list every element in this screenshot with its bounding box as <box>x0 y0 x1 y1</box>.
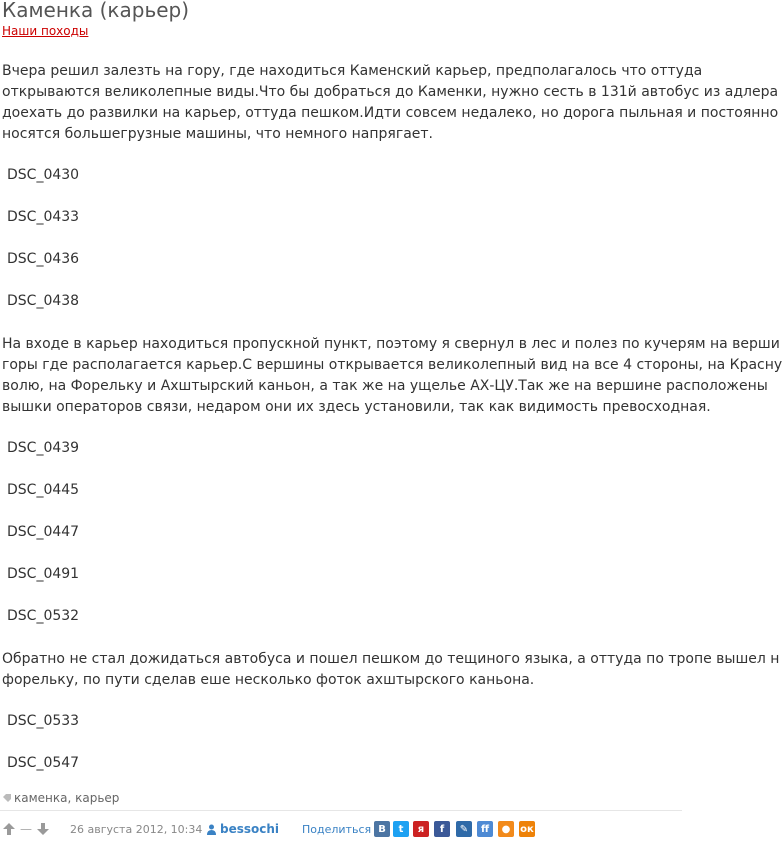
photo-caption[interactable]: DSC_0430 <box>7 167 80 183</box>
photo-caption[interactable]: DSC_0547 <box>7 755 80 771</box>
author-link[interactable] <box>206 822 279 836</box>
post-paragraph <box>2 61 779 145</box>
vkontakte-icon[interactable]: B <box>374 821 390 837</box>
category-link[interactable]: Наши походы <box>2 24 89 38</box>
paragraph-line: открываются великолепные виды.Что бы добраться до Каменки, нужно сесть в 131й автобус из адлера <box>2 84 779 100</box>
tag-link[interactable]: каменка <box>14 791 68 805</box>
paragraph-line: вышки операторов связи, недаром они их здесь установили, так как видимость превосходная. <box>2 399 711 415</box>
vote-separator: — <box>20 822 32 836</box>
livejournal-icon[interactable]: ✎ <box>456 821 472 837</box>
photo-caption[interactable]: DSC_0438 <box>7 293 80 309</box>
photo-caption[interactable]: DSC_0436 <box>7 251 80 267</box>
photo-caption[interactable]: DSC_0447 <box>7 524 80 540</box>
user-icon <box>206 824 217 835</box>
post-paragraph <box>2 649 780 691</box>
arrow-down-icon[interactable] <box>36 822 50 836</box>
paragraph-line: Обратно не стал дожидаться автобуса и пошел пешком до тещиного языка, а оттуда по тропе вышел н <box>2 651 780 667</box>
post-date: 26 августа 2012, 10:34 <box>70 823 203 836</box>
tag-icon <box>3 794 11 802</box>
post-paragraph <box>2 334 782 418</box>
moikrug-icon[interactable]: я <box>413 821 429 837</box>
arrow-up-icon[interactable] <box>2 822 16 836</box>
footer-divider <box>0 810 682 811</box>
paragraph-line: доехать до развилки на карьер, оттуда пешком.Идти совсем недалеко, но дорога пыльная и постоянно <box>2 105 779 121</box>
facebook-icon[interactable]: f <box>434 821 450 837</box>
author-name: bessochi <box>220 822 280 836</box>
photo-caption[interactable]: DSC_0533 <box>7 713 80 729</box>
post-footer <box>0 818 682 842</box>
tag-list <box>3 791 119 805</box>
tag-separator: , <box>67 791 76 805</box>
share-label[interactable]: Поделиться <box>302 823 372 836</box>
post-title: Каменка (карьер) <box>2 0 190 22</box>
photo-caption[interactable]: DSC_0491 <box>7 566 80 582</box>
photo-caption[interactable]: DSC_0445 <box>7 482 80 498</box>
odnoklassniki-icon[interactable]: ок <box>519 821 535 837</box>
friendfeed-icon[interactable]: ff <box>477 821 493 837</box>
twitter-icon[interactable]: t <box>393 821 409 837</box>
paragraph-line: носятся большегрузные машины, что немного напрягает. <box>2 126 433 142</box>
photo-caption[interactable]: DSC_0532 <box>7 608 80 624</box>
photo-caption[interactable]: DSC_0433 <box>7 209 80 225</box>
paragraph-line: волю, на Форельку и Ахштырский каньон, а так же на ущелье АХ-ЦУ.Так же на вершине расположены <box>2 378 768 394</box>
paragraph-line: горы где располагается карьер.С вершины открывается великолепный вид на все 4 стороны, на Красну <box>2 357 782 373</box>
paragraph-line: форельку, по пути сделав еше несколько фоток ахштырского каньона. <box>2 672 535 688</box>
paragraph-line: Вчера решил залезть на гору, где находиться Каменский карьер, предполагалось что оттуда <box>2 63 703 79</box>
photo-caption[interactable]: DSC_0439 <box>7 440 80 456</box>
tag-link[interactable]: карьер <box>75 791 120 805</box>
paragraph-line: На входе в карьер находиться пропускной пункт, поэтому я свернул в лес и полез по кучерям на верши <box>2 336 780 352</box>
mailru-icon[interactable]: ● <box>498 821 514 837</box>
